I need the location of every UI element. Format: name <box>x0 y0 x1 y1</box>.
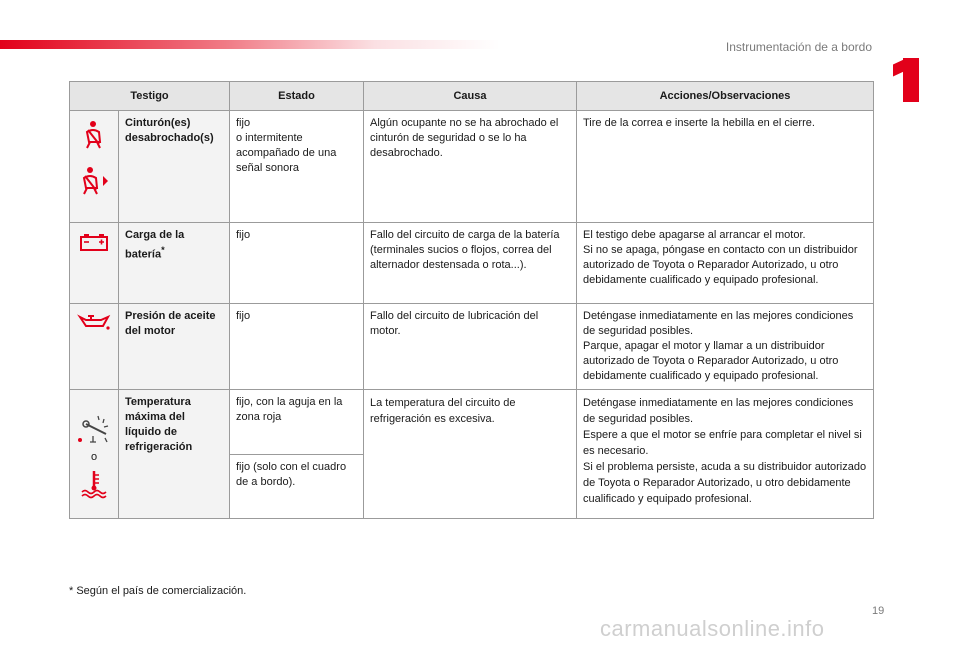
watermark-text: carmanualsonline.info <box>600 616 825 641</box>
acciones-line: Espere a que el motor se enfríe para completar el nivel si es necesario. <box>583 429 862 457</box>
acciones-line: Deténgase inmediatamente en las mejores condiciones de seguridad posibles. <box>583 397 854 425</box>
footnote: * Según el país de comercialización. <box>69 585 247 597</box>
seatbelt-icon <box>81 120 107 150</box>
seatbelt-arrow-icon <box>78 166 110 196</box>
icon-separator: o <box>90 450 98 463</box>
estado-line: fijo <box>236 117 251 129</box>
acciones-line: El testigo debe apagarse al arrancar el motor. <box>583 229 806 241</box>
acciones-cell <box>577 111 874 223</box>
causa-cell: Algún ocupante no se ha abrochado el cinturón de seguridad o se lo ha desabrochado. <box>364 111 577 223</box>
acciones-cell <box>577 390 874 519</box>
acciones-line: Parque, apagar el motor y llamar a un distribuidor autorizado de Toyota o Reparador Autorizado, u otro debidamente cualificado y equipado profesional. <box>583 340 839 382</box>
column-header-testigo: Testigo <box>70 82 230 111</box>
temperature-gauge-icon <box>76 410 112 446</box>
causa-cell: Fallo del circuito de carga de la batería (terminales sucios o flojos, correa del alternador destensada o rota...). <box>364 223 577 304</box>
icon-cell <box>70 390 119 519</box>
table-row <box>70 390 874 455</box>
table-row <box>70 223 874 304</box>
footnote-marker: * <box>161 245 165 255</box>
estado-line: fijo <box>236 229 251 241</box>
acciones-line: Si el problema persiste, acuda a su distribuidor autorizado de Toyota o Reparador Autorizado, u otro debidamente cualificado y equipado profesional. <box>583 461 867 505</box>
estado-cell <box>230 111 364 223</box>
page-number: 19 <box>872 605 885 617</box>
coolant-temperature-icon <box>80 469 108 499</box>
section-title: Instrumentación de a bordo <box>725 40 872 54</box>
acciones-line: Si no se apaga, póngase en contacto con un distribuidor autorizado de Toyota o Reparador Autorizado, u otro debidamente cualificado y equipado profesional. <box>583 244 858 286</box>
column-header-estado: Estado <box>230 82 364 111</box>
acciones-line: Tire de la correa e inserte la hebilla en el cierre. <box>583 117 815 129</box>
causa-text: La temperatura del circuito de refrigeración es excesiva. <box>370 397 516 425</box>
warning-lights-table <box>69 81 874 519</box>
estado-line: o intermitente acompañado de una señal sonora <box>236 132 337 174</box>
column-header-acciones: Acciones/Observaciones <box>577 82 874 111</box>
warning-name-text: Carga de la batería <box>125 229 185 261</box>
warning-name: Presión de aceite del motor <box>119 304 230 390</box>
icon-cell <box>70 304 119 390</box>
acciones-line: Deténgase inmediatamente en las mejores condiciones de seguridad posibles. <box>583 310 854 337</box>
oil-can-icon <box>77 313 111 331</box>
estado-cell <box>230 223 364 304</box>
chapter-number-stem <box>903 58 919 102</box>
warning-name: Temperatura máxima del líquido de refrigeración <box>119 390 230 519</box>
warning-name <box>119 223 230 304</box>
acciones-cell <box>577 304 874 390</box>
estado-cell: fijo, con la aguja en la zona roja <box>230 390 364 455</box>
warning-name: Cinturón(es) desabrochado(s) <box>119 111 230 223</box>
icon-cell <box>70 223 119 304</box>
column-header-causa: Causa <box>364 82 577 111</box>
causa-cell: Fallo del circuito de lubricación del motor. <box>364 304 577 390</box>
table-header-row <box>70 82 874 111</box>
icon-cell <box>70 111 119 223</box>
chapter-number-badge <box>893 58 921 104</box>
causa-cell <box>364 390 577 519</box>
acciones-cell <box>577 223 874 304</box>
battery-icon <box>79 232 109 252</box>
header-accent-bar <box>0 40 500 49</box>
estado-cell: fijo (solo con el cuadro de a bordo). <box>230 455 364 519</box>
estado-cell <box>230 304 364 390</box>
estado-line: fijo <box>236 310 251 322</box>
table-row <box>70 304 874 390</box>
table-row <box>70 111 874 223</box>
